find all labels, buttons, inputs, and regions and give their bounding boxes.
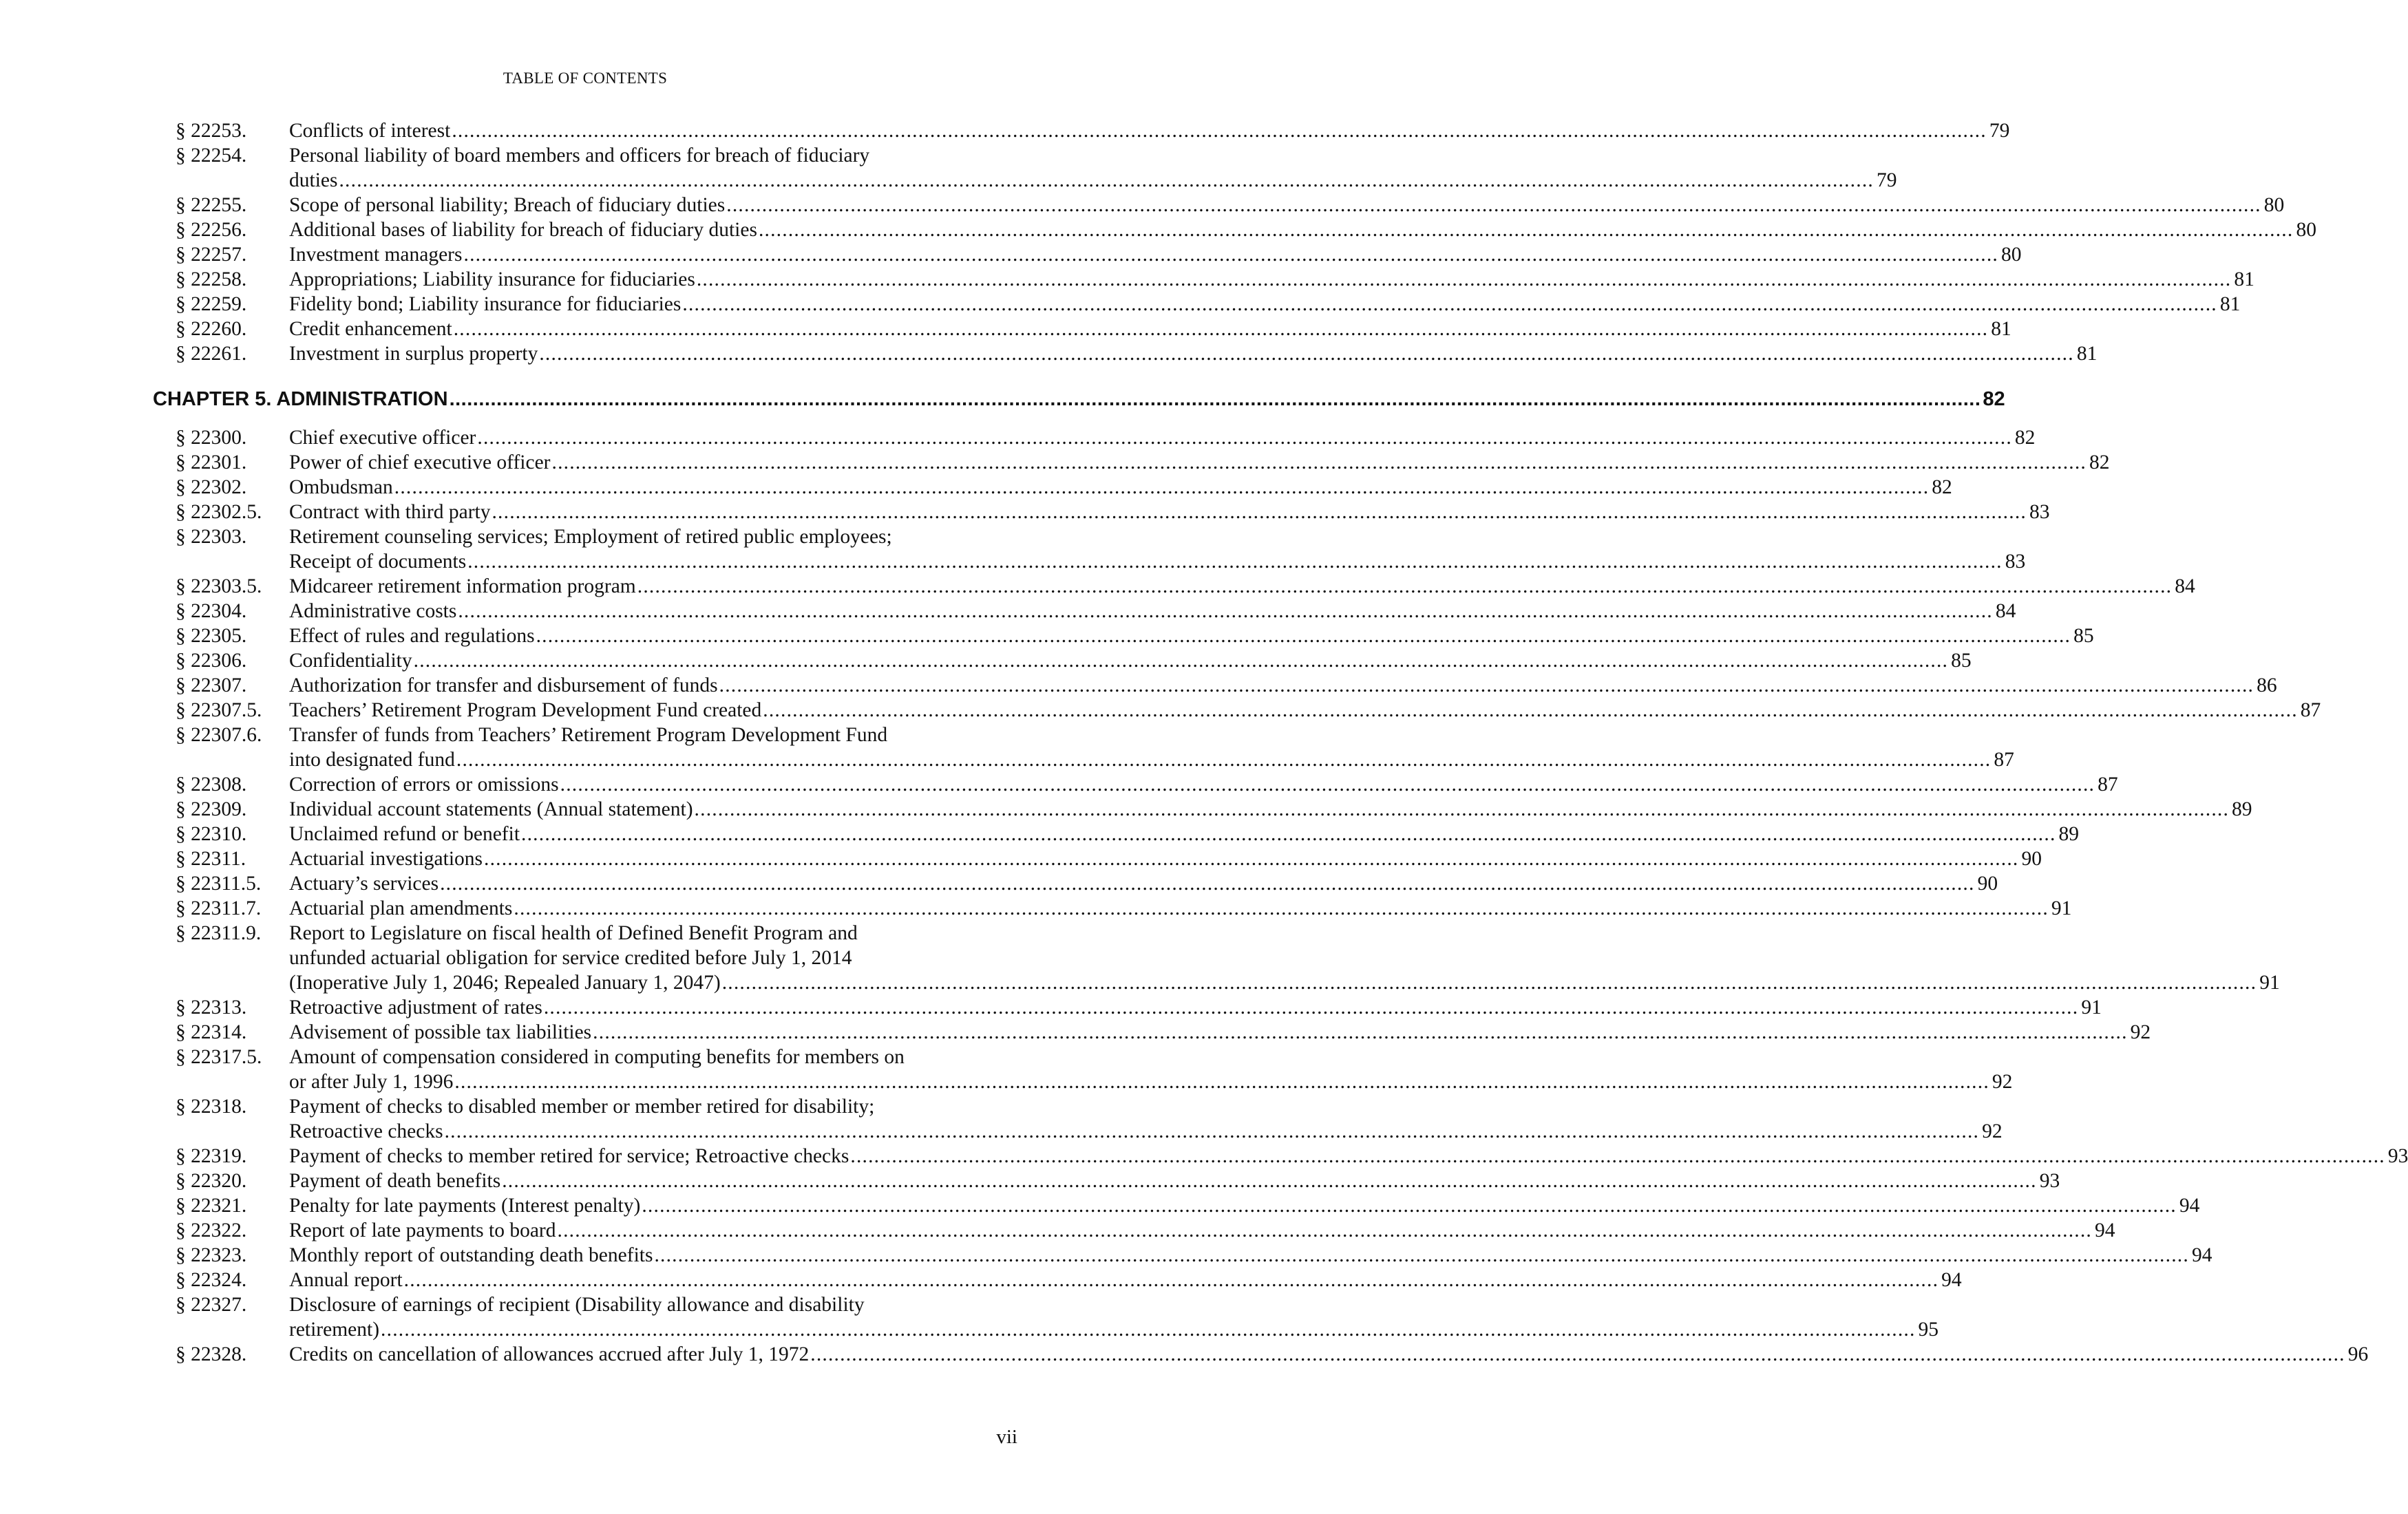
page-number: 96 [2347, 1343, 2369, 1365]
toc-entries-chapter-4 [0, 118, 2316, 366]
toc-entry[interactable] [0, 995, 2102, 1020]
page-number: 81 [1991, 318, 2011, 340]
section-number: § 22255. [176, 194, 247, 216]
entry-title [289, 648, 1972, 673]
toc-entry[interactable] [0, 673, 2277, 698]
entry-title [289, 317, 2011, 341]
page-number: 94 [1941, 1269, 1962, 1291]
page-number: 94 [2179, 1195, 2200, 1217]
entry-title-line: Conflicts of interest [289, 120, 451, 142]
entry-title [289, 193, 2285, 217]
entry-title [289, 846, 2042, 871]
page-number: 89 [2232, 798, 2252, 820]
page-number: 82 [2014, 427, 2036, 449]
entry-title-line: Investment managers [289, 244, 463, 266]
section-number: § 22253. [176, 120, 247, 142]
toc-entry[interactable] [0, 797, 2252, 822]
entry-title [289, 599, 2016, 623]
section-number: § 22256. [176, 219, 247, 241]
toc-entry[interactable] [0, 698, 2321, 723]
toc-entry[interactable] [0, 118, 2010, 143]
section-number: § 22327. [176, 1294, 247, 1316]
section-number: § 22254. [176, 145, 247, 167]
entry-title [289, 921, 2280, 995]
entry-title [289, 1094, 2003, 1144]
section-number: § 22324. [176, 1269, 247, 1291]
entry-title-line: Chief executive officer [289, 427, 476, 449]
entry-title [289, 995, 2102, 1020]
section-number: § 22319. [176, 1145, 247, 1167]
dot-leader: .................................................................................................................................................................................................................................................................... [440, 873, 1975, 895]
dot-leader: .................................................................................................................................................................................................................................................................... [454, 1071, 1989, 1093]
toc-entry[interactable] [0, 193, 2285, 217]
entry-title [289, 871, 1998, 896]
entry-title-line: Payment of checks to disabled member or member retired for disability; [289, 1096, 875, 1118]
dot-leader: .................................................................................................................................................................................................................................................................... [593, 1021, 2128, 1043]
toc-entry[interactable] [0, 723, 2014, 772]
page-number: 93 [2387, 1145, 2408, 1167]
section-number: § 22310. [176, 823, 247, 845]
section-number: § 22305. [176, 625, 247, 647]
section-number: § 22323. [176, 1244, 247, 1266]
entry-title [289, 896, 2072, 921]
section-number: § 22328. [176, 1343, 247, 1365]
entry-title-line: Report of late payments to board [289, 1219, 556, 1241]
page-number: 91 [2259, 972, 2280, 994]
dot-leader: .................................................................................................................................................................................................................................................................... [696, 268, 2232, 290]
dot-leader: .................................................................................................................................................................................................................................................................... [721, 972, 2257, 994]
page-number: 92 [1982, 1120, 2003, 1142]
entry-title-line: Retroactive checks [289, 1120, 443, 1142]
section-number: § 22304. [176, 600, 247, 622]
entry-title-line: Penalty for late payments (Interest penalty) [289, 1195, 641, 1217]
entry-title-line: Payment of checks to member retired for service; Retroactive checks [289, 1145, 849, 1167]
page-number: 84 [1995, 600, 2016, 622]
toc-entry[interactable] [0, 1268, 1962, 1292]
entry-title-line: Fidelity bond; Liability insurance for fiduciaries [289, 293, 682, 315]
section-number: § 22302. [176, 476, 247, 498]
entry-title-line: Retirement counseling services; Employment of retired public employees; [289, 526, 892, 548]
toc-entry[interactable] [0, 1243, 2212, 1268]
page-number: 81 [2219, 293, 2241, 315]
toc-entry[interactable] [0, 425, 2036, 450]
toc-entry[interactable] [0, 623, 2094, 648]
entry-title [289, 341, 2098, 366]
entry-title [289, 143, 1897, 193]
dot-leader: .................................................................................................................................................................................................................................................................... [557, 1219, 2092, 1241]
section-number: § 22317.5. [176, 1046, 262, 1068]
entry-title-line: Actuarial investigations [289, 848, 483, 870]
page-number: 87 [1994, 749, 2014, 771]
chapter-page-number: 82 [1983, 388, 2005, 410]
toc-entry[interactable] [0, 599, 2016, 623]
section-number: § 22318. [176, 1096, 247, 1118]
entry-title-line: Transfer of funds from Teachers’ Retirement Program Development Fund [289, 724, 888, 746]
dot-leader: .................................................................................................................................................................................................................................................................... [810, 1343, 2345, 1365]
page-number: 87 [2098, 774, 2118, 796]
dot-leader: .................................................................................................................................................................................................................................................................... [551, 451, 2087, 473]
section-number: § 22311.7. [176, 897, 262, 919]
toc-entry[interactable] [0, 1144, 2408, 1169]
dot-leader: .................................................................................................................................................................................................................................................................... [444, 1120, 1980, 1142]
section-number: § 22308. [176, 774, 247, 796]
toc-entry[interactable] [0, 1020, 2151, 1045]
page-number: 89 [2058, 823, 2080, 845]
toc-entry[interactable] [0, 648, 1972, 673]
page-number: 81 [2234, 268, 2254, 290]
entry-title [289, 1292, 1939, 1342]
dot-leader: .................................................................................................................................................................................................................................................................... [463, 244, 1998, 266]
entry-title-line: Individual account statements (Annual statement) [289, 798, 693, 820]
toc-entry[interactable] [0, 896, 2072, 921]
page-number: 91 [2081, 996, 2102, 1019]
dot-leader: .................................................................................................................................................................................................................................................................... [694, 798, 2230, 820]
section-number: § 22258. [176, 268, 247, 290]
entry-title-line: Monthly report of outstanding death benefits [289, 1244, 653, 1266]
dot-leader: .................................................................................................................................................................................................................................................................... [642, 1195, 2177, 1217]
dot-leader: .................................................................................................................................................................................................................................................................... [726, 194, 2261, 216]
entry-title [289, 772, 2118, 797]
entry-title-line: Confidentiality [289, 650, 412, 672]
section-number: § 22261. [176, 343, 247, 365]
entry-title [289, 1169, 2060, 1193]
toc-entry[interactable] [0, 1292, 1939, 1342]
entry-title-line: Investment in surplus property [289, 343, 538, 365]
dot-leader: .................................................................................................................................................................................................................................................................... [453, 318, 1989, 340]
dot-leader: .................................................................................................................................................................................................................................................................... [477, 427, 2012, 449]
entry-title [289, 1020, 2151, 1045]
entry-title-line: Advisement of possible tax liabilities [289, 1021, 592, 1043]
toc-entry[interactable] [0, 822, 2080, 846]
section-number: § 22311.9. [176, 922, 262, 944]
entry-title [289, 797, 2252, 822]
entry-title-line: Personal liability of board members and officers for breach of fiduciary [289, 145, 870, 167]
toc-entry[interactable] [0, 1342, 2369, 1367]
dot-leader: .................................................................................................................................................................................................................................................................... [758, 219, 2294, 241]
page-number: 83 [2029, 501, 2050, 523]
dot-leader: .................................................................................................................................................................................................................................................................... [543, 996, 2079, 1019]
dot-leader: .................................................................................................................................................................................................................................................................... [467, 551, 2003, 573]
entry-title-line: Annual report [289, 1269, 403, 1291]
section-number: § 22257. [176, 244, 247, 266]
toc-entry[interactable] [0, 217, 2316, 242]
page-folio: vii [996, 1426, 1017, 1448]
dot-leader: .................................................................................................................................................................................................................................................................... [502, 1170, 2037, 1192]
entry-title-line: Payment of death benefits [289, 1170, 501, 1192]
entry-title [289, 1218, 2115, 1243]
entry-title [289, 698, 2321, 723]
toc-entry[interactable] [0, 846, 2042, 871]
dot-leader: .................................................................................................................................................................................................................................................................... [521, 823, 2056, 845]
entry-title [289, 242, 2022, 267]
toc-entry[interactable] [0, 1169, 2060, 1193]
entry-title-line: Contract with third party [289, 501, 491, 523]
entry-title [289, 425, 2036, 450]
toc-entry[interactable] [0, 772, 2118, 797]
entry-title-line: Receipt of documents [289, 551, 467, 573]
dot-leader: .................................................................................................................................................................................................................................................................... [850, 1145, 2385, 1167]
page-number: 90 [1977, 873, 1998, 895]
section-number: § 22313. [176, 996, 247, 1019]
dot-leader: .................................................................................................................................................................................................................................................................... [381, 1319, 1916, 1341]
chapter-title: CHAPTER 5. ADMINISTRATION [153, 388, 448, 410]
entry-title-line: Amount of compensation considered in computing benefits for members on [289, 1046, 905, 1068]
toc-entry[interactable] [0, 500, 2050, 524]
entry-title-line: Disclosure of earnings of recipient (Disability allowance and disability [289, 1294, 865, 1316]
section-number: § 22307.6. [176, 724, 262, 746]
toc-entry[interactable] [0, 267, 2254, 292]
entry-title-line: Credit enhancement [289, 318, 452, 340]
entry-title-line: Power of chief executive officer [289, 451, 551, 473]
entry-title [289, 1193, 2200, 1218]
page-number: 91 [2051, 897, 2072, 919]
entry-title-line: Ombudsman [289, 476, 393, 498]
dot-leader: .................................................................................................................................................................................................................................................................... [339, 169, 1874, 191]
toc-entry[interactable] [0, 450, 2110, 475]
dot-leader: .................................................................................................................................................................................................................................................................... [654, 1244, 2189, 1266]
toc-entry[interactable] [0, 1094, 2003, 1144]
page-number: 82 [2089, 451, 2110, 473]
dot-leader: .................................................................................................................................................................................................................................................................... [763, 699, 2298, 721]
entry-title [289, 574, 2195, 599]
page-number: 92 [2130, 1021, 2151, 1043]
entry-title [289, 118, 2010, 143]
entry-title [289, 292, 2241, 317]
section-number: § 22260. [176, 318, 247, 340]
entry-title-line: duties [289, 169, 338, 191]
entry-title-line: Unclaimed refund or benefit [289, 823, 520, 845]
section-number: § 22311.5. [176, 873, 262, 895]
section-number: § 22311. [176, 848, 246, 870]
dot-leader: .................................................................................................................................................................................................................................................................... [403, 1269, 1939, 1291]
entry-title-line: unfunded actuarial obligation for service credited before July 1, 2014 [289, 947, 852, 969]
dot-leader: .................................................................................................................................................................................................................................................................... [682, 293, 2217, 315]
section-number: § 22302.5. [176, 501, 262, 523]
entry-title-line: Actuary’s services [289, 873, 439, 895]
dot-leader: .................................................................................................................................................................................................................................................................... [719, 674, 2254, 696]
entry-title [289, 1268, 1962, 1292]
entry-title [289, 450, 2110, 475]
toc-entry[interactable] [0, 341, 2098, 366]
dot-leader: .................................................................................................................................................................................................................................................................... [484, 848, 2019, 870]
running-head: TABLE OF CONTENTS [503, 70, 668, 87]
toc-entry[interactable] [0, 1193, 2200, 1218]
entry-title-line: Report to Legislature on fiscal health of Defined Benefit Program and [289, 922, 858, 944]
entry-title [289, 1342, 2369, 1367]
page-number: 82 [1932, 476, 1952, 498]
dot-leader: .................................................................................................................................................................................................................................................................... [539, 343, 2074, 365]
dot-leader: .................................................................................................................................................................................................................................................................... [536, 625, 2071, 647]
section-number: § 22320. [176, 1170, 247, 1192]
section-number: § 22303.5. [176, 575, 262, 597]
section-number: § 22300. [176, 427, 247, 449]
entry-title-line: Correction of errors or omissions [289, 774, 559, 796]
section-number: § 22322. [176, 1219, 247, 1241]
entry-title-line: Appropriations; Liability insurance for fiduciaries [289, 268, 695, 290]
page-number: 90 [2021, 848, 2042, 870]
dot-leader: .................................................................................................................................................................................................................................................................... [413, 650, 1949, 672]
section-number: § 22303. [176, 526, 247, 548]
section-number: § 22307. [176, 674, 247, 696]
page-number: 83 [2005, 551, 2026, 573]
toc-entry[interactable] [0, 475, 1952, 500]
entry-title-line: Effect of rules and regulations [289, 625, 535, 647]
toc-entry[interactable] [0, 143, 1897, 193]
toc-entry[interactable] [0, 317, 2011, 341]
entry-title-line: into designated fund [289, 749, 455, 771]
page-number: 85 [1951, 650, 1972, 672]
dot-leader: .................................................................................................................................................................................................................................................................... [456, 749, 1992, 771]
dot-leader: .................................................................................................................................................................................................................................................................... [449, 388, 1981, 410]
table-of-contents [0, 118, 2408, 1367]
page-number: 85 [2073, 625, 2094, 647]
entry-title-line: Actuarial plan amendments [289, 897, 513, 919]
entry-title [289, 673, 2277, 698]
toc-entry[interactable] [0, 292, 2241, 317]
section-number: § 22259. [176, 293, 247, 315]
dot-leader: .................................................................................................................................................................................................................................................................... [492, 501, 2027, 523]
page-number: 84 [2175, 575, 2195, 597]
page-number: 92 [1992, 1071, 2013, 1093]
chapter-heading[interactable] [0, 387, 2005, 412]
entry-title [289, 723, 2014, 772]
section-number: § 22309. [176, 798, 247, 820]
dot-leader: .................................................................................................................................................................................................................................................................... [394, 476, 1930, 498]
section-number: § 22301. [176, 451, 247, 473]
toc-entry[interactable] [0, 921, 2280, 995]
page-number: 80 [2263, 194, 2285, 216]
entry-title [289, 1045, 2013, 1094]
page-number: 94 [2191, 1244, 2212, 1266]
page-number: 93 [2039, 1170, 2060, 1192]
section-number: § 22314. [176, 1021, 247, 1043]
page-number: 80 [2001, 244, 2022, 266]
entry-title-line: or after July 1, 1996 [289, 1071, 454, 1093]
toc-entry[interactable] [0, 242, 2022, 267]
entry-title-line: Teachers’ Retirement Program Development Fund created [289, 699, 762, 721]
section-number: § 22321. [176, 1195, 247, 1217]
entry-title-line: retirement) [289, 1319, 380, 1341]
entry-title-line: Authorization for transfer and disbursement of funds [289, 674, 718, 696]
dot-leader: .................................................................................................................................................................................................................................................................... [637, 575, 2173, 597]
entry-title-line: (Inoperative July 1, 2046; Repealed January 1, 2047) [289, 972, 721, 994]
entry-title-line: Additional bases of liability for breach of fiduciary duties [289, 219, 757, 241]
toc-entries-chapter-5 [0, 425, 2408, 1367]
entry-title-line: Administrative costs [289, 600, 457, 622]
entry-title-line: Midcareer retirement information program [289, 575, 636, 597]
entry-title-line: Retroactive adjustment of rates [289, 996, 542, 1019]
entry-title [289, 1144, 2408, 1169]
page-number: 79 [1989, 120, 2010, 142]
entry-title [289, 267, 2254, 292]
dot-leader: .................................................................................................................................................................................................................................................................... [452, 120, 1987, 142]
entry-title [289, 475, 1952, 500]
entry-title [289, 217, 2316, 242]
entry-title [289, 500, 2050, 524]
entry-title [289, 524, 2026, 574]
dot-leader: .................................................................................................................................................................................................................................................................... [514, 897, 2049, 919]
toc-entry[interactable] [0, 1045, 2013, 1094]
toc-entry[interactable] [0, 574, 2195, 599]
toc-entry[interactable] [0, 524, 2026, 574]
page-number: 87 [2300, 699, 2321, 721]
entry-title [289, 623, 2094, 648]
entry-title-line: Credits on cancellation of allowances accrued after July 1, 1972 [289, 1343, 810, 1365]
page-number: 95 [1918, 1319, 1939, 1341]
page-number: 94 [2095, 1219, 2115, 1241]
section-number: § 22306. [176, 650, 247, 672]
page-number: 79 [1876, 169, 1897, 191]
page-number: 80 [2296, 219, 2316, 241]
entry-title-line: Scope of personal liability; Breach of fiduciary duties [289, 194, 726, 216]
entry-title [289, 822, 2080, 846]
page-number: 81 [2076, 343, 2098, 365]
toc-entry[interactable] [0, 1218, 2115, 1243]
dot-leader: .................................................................................................................................................................................................................................................................... [560, 774, 2095, 796]
entry-title [289, 1243, 2212, 1268]
dot-leader: .................................................................................................................................................................................................................................................................... [458, 600, 1993, 622]
toc-entry[interactable] [0, 871, 1998, 896]
page-number: 86 [2257, 674, 2277, 696]
section-number: § 22307.5. [176, 699, 262, 721]
